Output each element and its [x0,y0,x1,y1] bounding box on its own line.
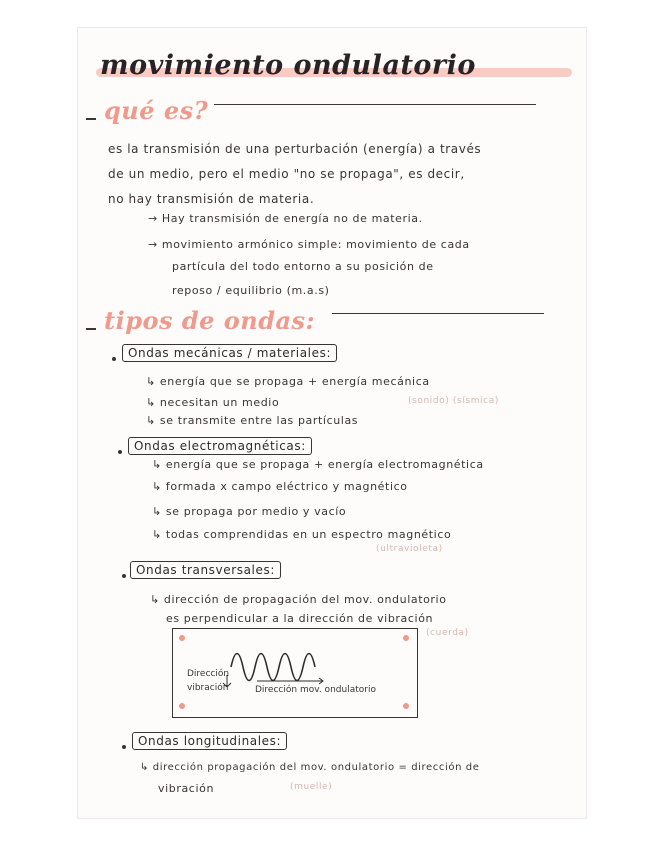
page-title: movimiento ondulatorio [100,50,476,81]
faint-example: (cuerda) [426,628,469,638]
faint-example: (muelle) [290,782,333,792]
heading-rule [332,313,544,314]
type-box-mecanicas: Ondas mecánicas / materiales: [122,344,337,362]
heading-rule [214,104,536,105]
bullet [112,357,116,361]
diagram-label: Dirección mov. ondulatorio [255,685,376,695]
definition-line: no hay transmisión de materia. [108,192,315,206]
bullet [122,574,126,578]
type-item: ↳ se propaga por medio y vacío [152,505,347,518]
section-heading-tipos: tipos de ondas: [104,306,315,335]
faint-example: (ultravioleta) [376,544,443,554]
type-item: ↳ dirección propagación del mov. ondulatorio = dirección de [140,762,480,773]
type-item: es perpendicular a la dirección de vibración [166,612,434,625]
type-item: ↳ todas comprendidas en un espectro magnético [152,528,452,541]
section-heading-que-es: qué es? [104,96,209,125]
note-line: → movimiento armónico simple: movimiento de cada [148,238,470,251]
note-line: → Hay transmisión de energía no de materia. [148,212,423,225]
definition-line: de un medio, pero el medio "no se propaga", es decir, [108,167,465,181]
type-box-transversales: Ondas transversales: [130,561,281,579]
type-item: ↳ energía que se propaga + energía electromagnética [152,458,484,471]
type-item: ↳ se transmite entre las partículas [146,414,359,427]
type-box-electromagneticas: Ondas electromagnéticas: [128,437,312,455]
bullet [118,450,122,454]
type-item: ↳ necesitan un medio [146,396,280,409]
note-line: partícula del todo entorno a su posición de [172,260,434,273]
diagram-label: vibración [187,683,229,693]
type-item: ↳ formada x campo eléctrico y magnético [152,480,408,493]
heading-dash [86,118,96,120]
type-box-longitudinales: Ondas longitudinales: [132,732,287,750]
bullet [122,745,126,749]
definition-line: es la transmisión de una perturbación (energía) a través [108,142,482,156]
faint-example: (sonido) (sísmica) [408,396,499,406]
diagram-label: Dirección [187,669,230,679]
heading-dash [86,328,96,330]
type-item: ↳ energía que se propaga + energía mecánica [146,375,430,388]
type-item: ↳ dirección de propagación del mov. ondulatorio [150,593,447,606]
note-line: reposo / equilibrio (m.a.s) [172,284,330,297]
type-item: vibración [158,782,215,795]
transverse-wave-diagram [172,628,418,718]
